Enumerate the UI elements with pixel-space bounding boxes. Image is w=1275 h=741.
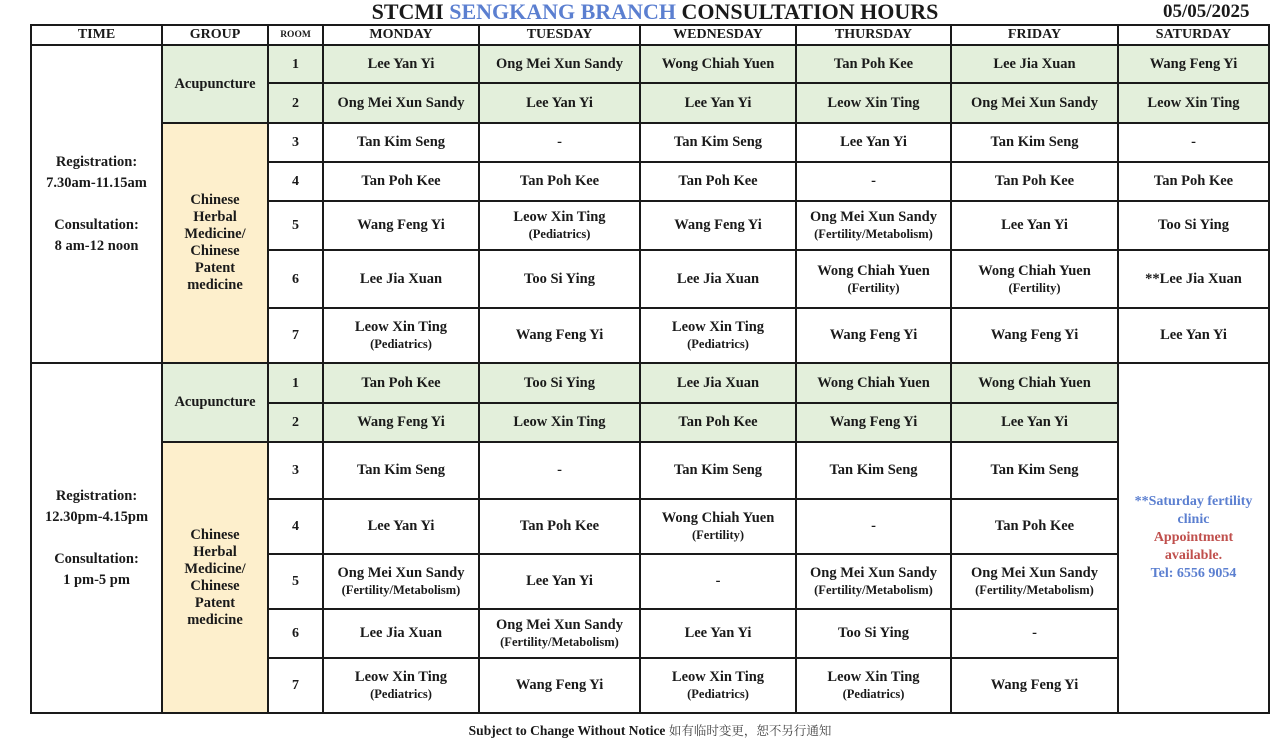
schedule-cell-monday xyxy=(323,363,479,403)
specialty-note: (Fertility/Metabolism) xyxy=(975,583,1094,597)
schedule-cell-friday xyxy=(951,45,1118,83)
page-title xyxy=(0,0,1275,24)
schedule-cell-thursday xyxy=(796,250,951,308)
schedule-cell-thursday xyxy=(796,442,951,499)
group-label-line: Medicine/ xyxy=(184,226,246,242)
doctor-name: Tan Poh Kee xyxy=(519,173,600,189)
room-number: 5 xyxy=(268,201,323,250)
doctor-name: Tan Poh Kee xyxy=(519,518,600,534)
schedule-cell-thursday xyxy=(796,308,951,363)
specialty-note: (Fertility/Metabolism) xyxy=(341,583,461,597)
doctor-name: Lee Yan Yi xyxy=(1160,327,1227,343)
col-friday: FRIDAY xyxy=(951,25,1118,45)
group-label-line: Medicine/ xyxy=(184,560,246,577)
schedule-cell-friday xyxy=(951,442,1118,499)
doctor-name: Lee Yan Yi xyxy=(684,625,752,641)
room-number: 1 xyxy=(268,45,323,83)
specialty-note: (Fertility/Metabolism) xyxy=(814,583,933,597)
schedule-cell-tuesday xyxy=(479,554,640,609)
doctor-name: Lee Yan Yi xyxy=(526,94,593,111)
room-number: 7 xyxy=(268,308,323,363)
doctor-name: - xyxy=(1032,625,1037,641)
schedule-cell-monday xyxy=(323,442,479,499)
specialty-note: (Pediatrics) xyxy=(370,337,432,351)
footer-notice-zh: 如有临时变更，恕不另行通知 xyxy=(668,723,832,738)
room-number: 3 xyxy=(268,442,323,499)
group-herbal-medicine xyxy=(162,123,268,363)
doctor-name: - xyxy=(715,573,721,589)
group-label-line: Chinese xyxy=(190,243,240,259)
doctor-name: Ong Mei Xun Sandy xyxy=(971,94,1098,111)
doctor-name: - xyxy=(1191,134,1196,150)
schedule-cell-thursday xyxy=(796,554,951,609)
schedule-cell-wednesday xyxy=(640,45,796,83)
doctor-name: Wang Feng Yi xyxy=(357,217,445,233)
col-saturday: SATURDAY xyxy=(1118,25,1269,45)
room-number: 2 xyxy=(268,403,323,442)
group-label-line: Patent xyxy=(194,594,236,611)
doctor-name: Lee Jia Xuan xyxy=(359,625,443,641)
schedule-cell-thursday xyxy=(796,403,951,442)
footer-notice xyxy=(0,722,1275,740)
doctor-name: Tan Poh Kee xyxy=(994,173,1075,189)
table-row xyxy=(31,45,1269,83)
room-number: 3 xyxy=(268,123,323,162)
schedule-cell-monday xyxy=(323,201,479,250)
group-label-line: medicine xyxy=(187,611,243,628)
schedule-cell-monday xyxy=(323,308,479,363)
schedule-cell-tuesday xyxy=(479,442,640,499)
doctor-name: Ong Mei Xun Sandy xyxy=(971,565,1098,581)
doctor-name: Leow Xin Ting xyxy=(827,94,920,111)
schedule-cell-thursday xyxy=(796,123,951,162)
schedule-cell-wednesday xyxy=(640,363,796,403)
title-suffix: CONSULTATION HOURS xyxy=(681,0,939,24)
registration-hours: 12.30pm-4.15pm xyxy=(44,508,149,525)
doctor-name: Tan Poh Kee xyxy=(1153,173,1234,189)
group-label-line: Patent xyxy=(194,260,236,276)
doctor-name: Wong Chiah Yuen xyxy=(817,374,930,391)
doctor-name: Tan Kim Seng xyxy=(673,134,763,150)
schedule-cell-saturday xyxy=(1118,250,1269,308)
schedule-cell-thursday xyxy=(796,499,951,554)
schedule-cell-wednesday xyxy=(640,201,796,250)
specialty-note: (Pediatrics) xyxy=(528,227,591,241)
room-number: 4 xyxy=(268,162,323,201)
doctor-name: Ong Mei Xun Sandy xyxy=(810,565,937,581)
schedule-cell-monday xyxy=(323,554,479,609)
doctor-name: Wang Feng Yi xyxy=(515,327,604,343)
doctor-name: Wong Chiah Yuen xyxy=(978,262,1091,279)
room-number: 1 xyxy=(268,363,323,403)
schedule-cell-wednesday xyxy=(640,250,796,308)
doctor-name: Lee Yan Yi xyxy=(526,573,593,589)
doctor-name: Tan Poh Kee xyxy=(678,414,758,430)
schedule-cell-friday xyxy=(951,554,1118,609)
group-label-line: Chinese xyxy=(190,192,240,208)
doctor-name: Leow Xin Ting xyxy=(513,414,606,430)
doctor-name: Wong Chiah Yuen xyxy=(817,262,930,279)
schedule-cell-saturday xyxy=(1118,123,1269,162)
schedule-cell-tuesday xyxy=(479,123,640,162)
fertility-clinic-title: **Saturday fertility xyxy=(1134,494,1253,509)
schedule-cell-tuesday xyxy=(479,201,640,250)
schedule-cell-wednesday xyxy=(640,442,796,499)
doctor-name: Tan Poh Kee xyxy=(361,173,441,189)
doctor-name: - xyxy=(557,134,562,150)
schedule-cell-thursday xyxy=(796,83,951,123)
appointment-label: Appointment xyxy=(1153,530,1234,545)
doctor-name: Tan Kim Seng xyxy=(673,462,763,478)
doctor-name: Too Si Ying xyxy=(524,374,595,391)
schedule-cell-friday xyxy=(951,609,1118,658)
schedule-cell-tuesday xyxy=(479,609,640,658)
title-prefix: STCMI xyxy=(371,0,444,24)
specialty-note: (Fertility/Metabolism) xyxy=(814,227,933,241)
doctor-name: Leow Xin Ting xyxy=(827,669,920,685)
group-label: Acupuncture xyxy=(174,75,256,92)
schedule-cell-tuesday xyxy=(479,403,640,442)
doctor-name: Tan Poh Kee xyxy=(678,173,758,189)
room-number: 2 xyxy=(268,83,323,123)
schedule-cell-wednesday xyxy=(640,123,796,162)
doctor-name: Wang Feng Yi xyxy=(990,327,1079,343)
schedule-cell-friday xyxy=(951,499,1118,554)
doctor-name: - xyxy=(871,518,876,534)
doctor-name: Lee Yan Yi xyxy=(367,55,435,72)
schedule-cell-wednesday xyxy=(640,554,796,609)
group-label-line: Chinese xyxy=(190,526,240,543)
schedule-date: 05/05/2025 xyxy=(1163,1,1250,22)
schedule-cell-tuesday xyxy=(479,45,640,83)
doctor-name: Wong Chiah Yuen xyxy=(661,55,775,72)
session-time-cell xyxy=(31,45,162,363)
schedule-cell-tuesday xyxy=(479,499,640,554)
header-row xyxy=(31,25,1269,45)
group-label: Acupuncture xyxy=(174,394,256,410)
col-wednesday: WEDNESDAY xyxy=(640,25,796,45)
schedule-cell-wednesday xyxy=(640,162,796,201)
schedule-cell-friday xyxy=(951,201,1118,250)
schedule-cell-friday xyxy=(951,363,1118,403)
schedule-cell-wednesday xyxy=(640,403,796,442)
table-row xyxy=(31,123,1269,162)
schedule-cell-saturday xyxy=(1118,308,1269,363)
schedule-cell-wednesday xyxy=(640,658,796,713)
schedule-cell-thursday xyxy=(796,609,951,658)
col-group: GROUP xyxy=(162,25,268,45)
doctor-name: Leow Xin Ting xyxy=(671,319,765,335)
schedule-cell-monday xyxy=(323,250,479,308)
doctor-name: Wang Feng Yi xyxy=(829,327,918,343)
room-number: 5 xyxy=(268,554,323,609)
doctor-name: Ong Mei Xun Sandy xyxy=(496,55,623,72)
schedule-cell-thursday xyxy=(796,45,951,83)
saturday-fertility-note xyxy=(1118,363,1269,713)
doctor-name: Ong Mei Xun Sandy xyxy=(810,209,937,225)
consultation-label: Consultation: xyxy=(54,216,139,233)
schedule-cell-friday xyxy=(951,123,1118,162)
appointment-available: available. xyxy=(1164,548,1223,563)
doctor-name: Tan Kim Seng xyxy=(356,462,446,478)
schedule-cell-monday xyxy=(323,83,479,123)
doctor-name: Lee Jia Xuan xyxy=(676,270,760,287)
doctor-name: Leow Xin Ting xyxy=(354,319,448,335)
group-label-line: medicine xyxy=(187,277,243,293)
doctor-name: - xyxy=(871,173,876,189)
schedule-cell-monday xyxy=(323,45,479,83)
schedule-cell-saturday xyxy=(1118,83,1269,123)
schedule-cell-tuesday xyxy=(479,658,640,713)
doctor-name: Leow Xin Ting xyxy=(671,669,765,685)
session-time-cell xyxy=(31,363,162,713)
doctor-name: Wong Chiah Yuen xyxy=(661,510,775,526)
doctor-name: Tan Poh Kee xyxy=(994,518,1075,534)
schedule-cell-thursday xyxy=(796,162,951,201)
schedule-cell-saturday xyxy=(1118,45,1269,83)
table-row xyxy=(31,363,1269,403)
doctor-name: Wang Feng Yi xyxy=(829,414,918,430)
doctor-name: Lee Jia Xuan xyxy=(993,55,1076,72)
consultation-hours: 1 pm-5 pm xyxy=(63,571,130,588)
specialty-note: (Pediatrics) xyxy=(370,687,432,701)
doctor-name: Tan Poh Kee xyxy=(361,374,441,391)
specialty-note: (Pediatrics) xyxy=(687,337,749,351)
doctor-name: Leow Xin Ting xyxy=(1147,94,1240,111)
doctor-name: Lee Yan Yi xyxy=(1001,414,1068,430)
doctor-name: Lee Yan Yi xyxy=(367,518,435,534)
specialty-note: (Fertility) xyxy=(847,280,900,295)
doctor-name: Tan Kim Seng xyxy=(356,134,446,150)
consultation-label: Consultation: xyxy=(54,550,139,567)
consultation-table xyxy=(30,24,1270,714)
doctor-name: Tan Kim Seng xyxy=(990,134,1079,150)
group-herbal-medicine xyxy=(162,442,268,713)
col-room: ROOM xyxy=(268,25,323,45)
doctor-name: Too Si Ying xyxy=(838,625,909,641)
group-label-line: Herbal xyxy=(193,209,237,225)
room-number: 4 xyxy=(268,499,323,554)
doctor-name: Wang Feng Yi xyxy=(515,677,604,693)
specialty-note: (Fertility) xyxy=(691,528,745,542)
consultation-hours: 8 am-12 noon xyxy=(54,237,139,254)
doctor-name: Ong Mei Xun Sandy xyxy=(337,94,465,111)
group-acupuncture xyxy=(162,363,268,442)
room-number: 6 xyxy=(268,250,323,308)
group-label-line: Herbal xyxy=(193,543,237,560)
col-monday: MONDAY xyxy=(323,25,479,45)
schedule-cell-friday xyxy=(951,308,1118,363)
schedule-cell-wednesday xyxy=(640,308,796,363)
schedule-cell-monday xyxy=(323,403,479,442)
schedule-cell-wednesday xyxy=(640,83,796,123)
schedule-cell-tuesday xyxy=(479,308,640,363)
doctor-name: Too Si Ying xyxy=(1158,217,1229,233)
doctor-name: Ong Mei Xun Sandy xyxy=(337,565,465,581)
room-number: 6 xyxy=(268,609,323,658)
schedule-body xyxy=(31,45,1269,713)
doctor-name: Lee Yan Yi xyxy=(684,94,752,111)
schedule-cell-friday xyxy=(951,162,1118,201)
specialty-note: (Pediatrics) xyxy=(842,687,905,701)
fertility-clinic-subtitle: clinic xyxy=(1177,512,1210,527)
doctor-name: Wang Feng Yi xyxy=(1149,55,1238,72)
title-branch: SENGKANG BRANCH xyxy=(449,0,676,24)
doctor-name: **Lee Jia Xuan xyxy=(1145,270,1242,287)
specialty-note: (Pediatrics) xyxy=(687,687,749,701)
schedule-cell-tuesday xyxy=(479,83,640,123)
doctor-name: Lee Jia Xuan xyxy=(676,374,760,391)
registration-label: Registration: xyxy=(55,487,138,504)
schedule-cell-friday xyxy=(951,250,1118,308)
schedule-cell-saturday xyxy=(1118,162,1269,201)
doctor-name: Tan Kim Seng xyxy=(990,462,1079,478)
doctor-name: Wang Feng Yi xyxy=(990,677,1079,693)
schedule-cell-tuesday xyxy=(479,250,640,308)
schedule-cell-monday xyxy=(323,658,479,713)
schedule-cell-monday xyxy=(323,499,479,554)
col-time: TIME xyxy=(31,25,162,45)
specialty-note: (Fertility) xyxy=(1008,280,1061,295)
schedule-cell-thursday xyxy=(796,658,951,713)
doctor-name: Leow Xin Ting xyxy=(513,209,606,225)
doctor-name: Ong Mei Xun Sandy xyxy=(496,617,623,633)
room-number: 7 xyxy=(268,658,323,713)
schedule-cell-thursday xyxy=(796,201,951,250)
schedule-cell-friday xyxy=(951,658,1118,713)
clinic-phone: Tel: 6556 9054 xyxy=(1150,566,1237,581)
schedule-cell-saturday xyxy=(1118,201,1269,250)
table-row xyxy=(31,442,1269,499)
schedule-cell-wednesday xyxy=(640,499,796,554)
registration-label: Registration: xyxy=(55,153,138,170)
schedule-cell-tuesday xyxy=(479,363,640,403)
schedule-cell-monday xyxy=(323,162,479,201)
doctor-name: Lee Jia Xuan xyxy=(359,270,443,287)
doctor-name: Leow Xin Ting xyxy=(354,669,448,685)
schedule-cell-wednesday xyxy=(640,609,796,658)
schedule-cell-friday xyxy=(951,403,1118,442)
schedule-cell-friday xyxy=(951,83,1118,123)
registration-hours: 7.30am-11.15am xyxy=(46,174,147,191)
schedule-cell-monday xyxy=(323,609,479,658)
doctor-name: Wang Feng Yi xyxy=(674,217,762,233)
schedule-cell-thursday xyxy=(796,363,951,403)
group-acupuncture xyxy=(162,45,268,123)
group-label-line: Chinese xyxy=(190,577,240,594)
doctor-name: Tan Poh Kee xyxy=(833,55,914,72)
schedule-cell-tuesday xyxy=(479,162,640,201)
doctor-name: Wang Feng Yi xyxy=(357,414,445,430)
col-thursday: THURSDAY xyxy=(796,25,951,45)
doctor-name: Tan Kim Seng xyxy=(829,462,918,478)
col-tuesday: TUESDAY xyxy=(479,25,640,45)
doctor-name: Too Si Ying xyxy=(524,270,595,287)
doctor-name: Wong Chiah Yuen xyxy=(978,374,1091,391)
doctor-name: - xyxy=(557,462,562,478)
doctor-name: Lee Yan Yi xyxy=(1001,217,1068,233)
footer-notice-en: Subject to Change Without Notice xyxy=(468,723,666,738)
specialty-note: (Fertility/Metabolism) xyxy=(500,635,619,649)
doctor-name: Lee Yan Yi xyxy=(840,134,907,150)
schedule-cell-monday xyxy=(323,123,479,162)
